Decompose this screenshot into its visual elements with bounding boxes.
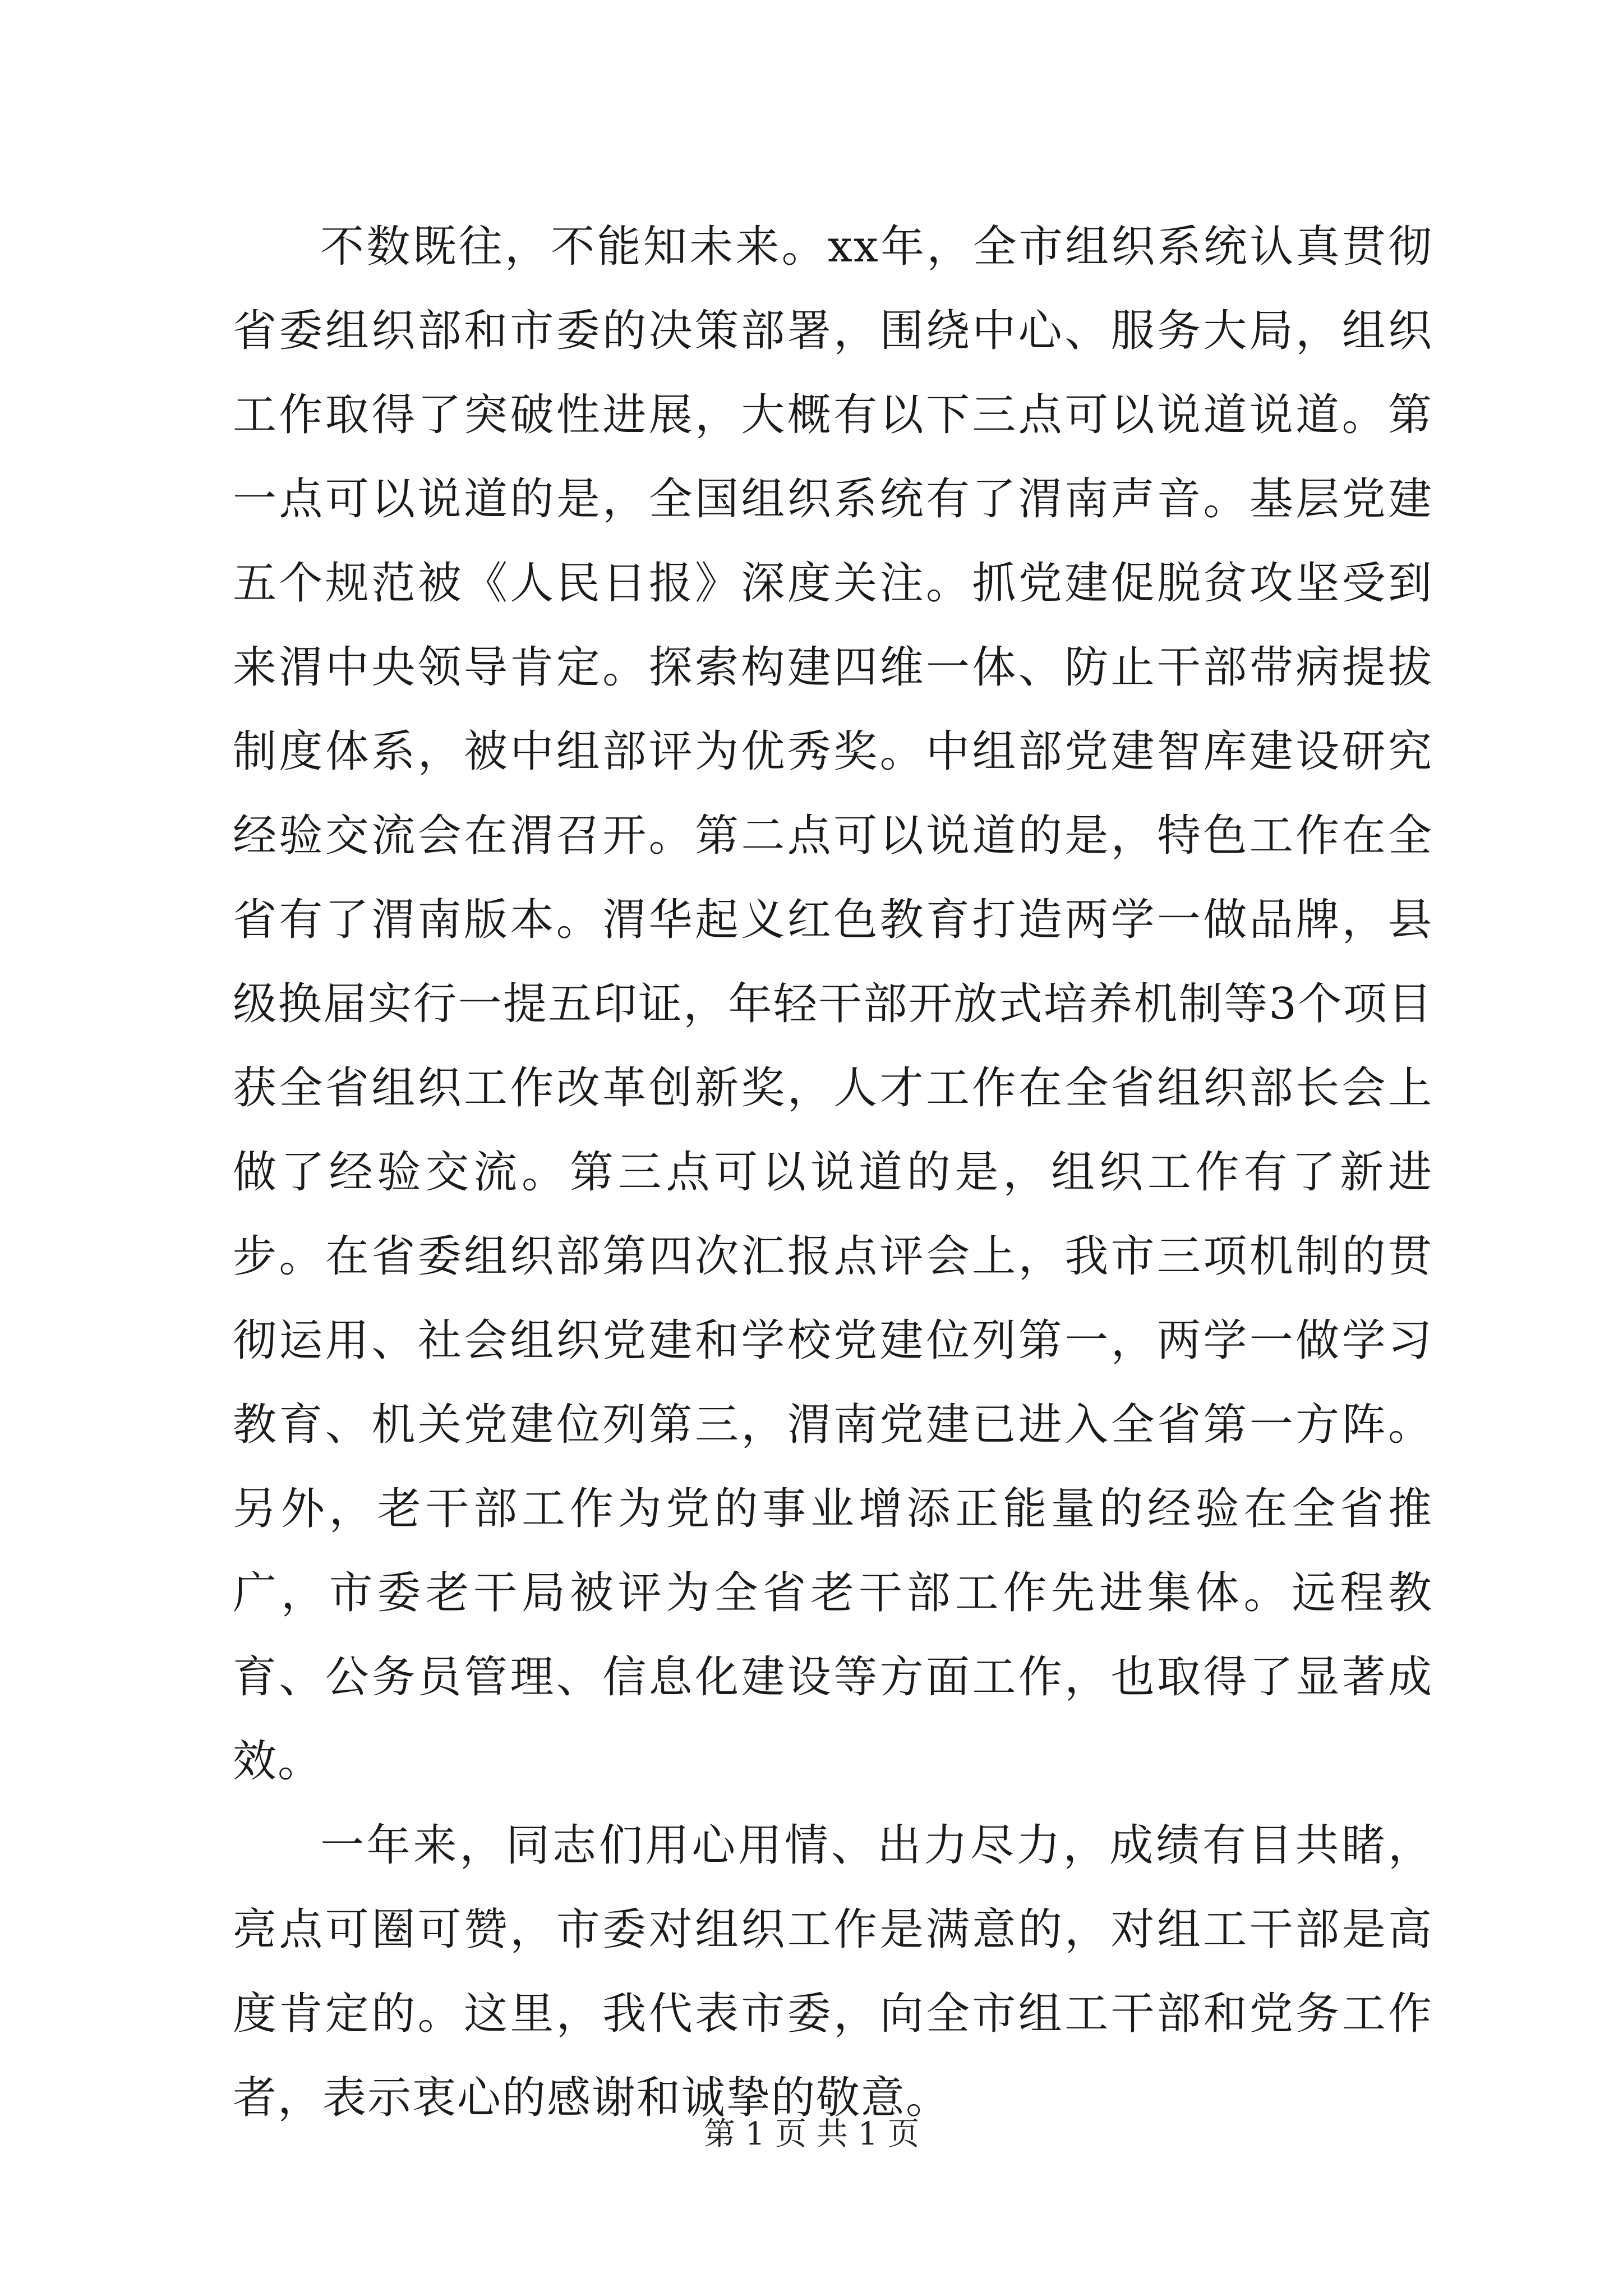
document-body (233, 205, 1433, 2140)
paragraph-thanks: 一年来，同志们用心用情、出力尽力，成绩有目共睹，亮点可圈可赞，市委对组织工作是满意的，对组工干部是高度肯定的。这里，我代表市委，向全市组工干部和党务工作者，表示衷心的感谢和诚挚的敬意。 (233, 1820, 1433, 2123)
paragraph-achievements: 不数既往，不能知未来。xx年，全市组织系统认真贯彻省委组织部和市委的决策部署，围绕中心、服务大局，组织工作取得了突破性进展，大概有以下三点可以说道说道。第一点可以说道的是，全国组织系统有了渭南声音。基层党建五个规范被《人民日报》深度关注。抓党建促脱贫攻坚受到来渭中央领导肯定。探索构建四维一体、防止干部带病提拔制度体系，被中组部评为优秀奖。中组部党建智库建设研究经验交流会在渭召开。第二点可以说道的是，特色工作在全省有了渭南版本。渭华起义红色教育打造两学一做品牌，县级换届实行一提五印证，年轻干部开放式培养机制等3个项目获全省组织工作改革创新奖，人才工作在全省组织部长会上做了经验交流。第三点可以说道的是，组织工作有了新进步。在省委组织部第四次汇报点评会上，我市三项机制的贯彻运用、社会组织党建和学校党建位列第一，两学一做学习教育、机关党建位列第三，渭南党建已进入全省第一方阵。另外，老干部工作为党的事业增添正能量的经验在全省推广，市委老干局被评为全省老干部工作先进集体。远程教育、公务员管理、信息化建设等方面工作，也取得了显著成效。 (233, 222, 1433, 1787)
page-footer: 第 1 页 共 1 页 (703, 2116, 920, 2152)
